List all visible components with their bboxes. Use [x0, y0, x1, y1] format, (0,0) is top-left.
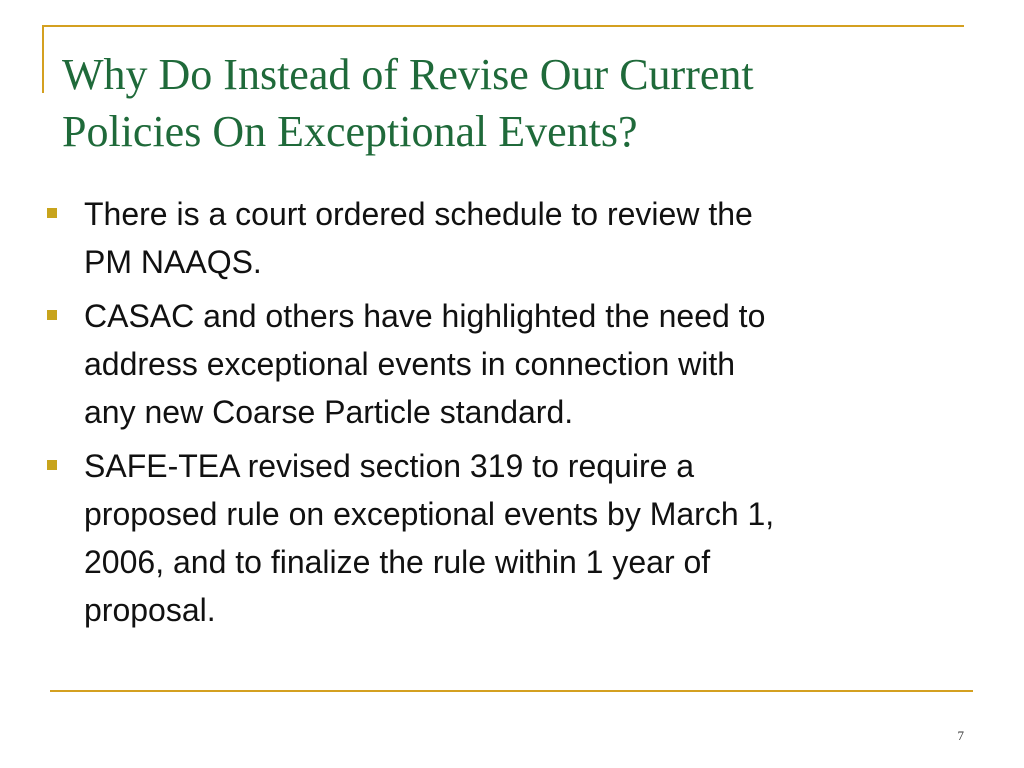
slide-title — [62, 46, 962, 160]
bullet-list — [47, 190, 967, 640]
title-frame-top-rule — [42, 25, 964, 27]
bullet-text-line: SAFE-TEA revised section 319 to require a — [84, 448, 695, 484]
bullet-item — [47, 292, 967, 436]
bullet-text-line: 2006, and to finalize the rule within 1 year of — [84, 544, 711, 580]
page-number: 7 — [957, 728, 964, 743]
square-bullet-icon — [47, 208, 57, 218]
bullet-text-line: address exceptional events in connection with — [84, 346, 736, 382]
bullet-text-line: any new Coarse Particle standard. — [84, 394, 574, 430]
square-bullet-icon — [47, 310, 57, 320]
bullet-text-line: PM NAAQS. — [84, 244, 262, 280]
bullet-item — [47, 190, 967, 286]
slide-title-line: Why Do Instead of Revise Our Current — [62, 50, 754, 99]
bullet-item — [47, 442, 967, 634]
slide-title-line: Policies On Exceptional Events? — [62, 107, 638, 156]
bullet-text-line: There is a court ordered schedule to review the — [84, 196, 753, 232]
title-frame-left-rule — [42, 25, 44, 93]
bullet-text-line: proposed rule on exceptional events by March 1, — [84, 496, 775, 532]
footer-rule — [50, 690, 973, 692]
bullet-text-line: CASAC and others have highlighted the need to — [84, 298, 766, 334]
bullet-text-line: proposal. — [84, 592, 216, 628]
square-bullet-icon — [47, 460, 57, 470]
